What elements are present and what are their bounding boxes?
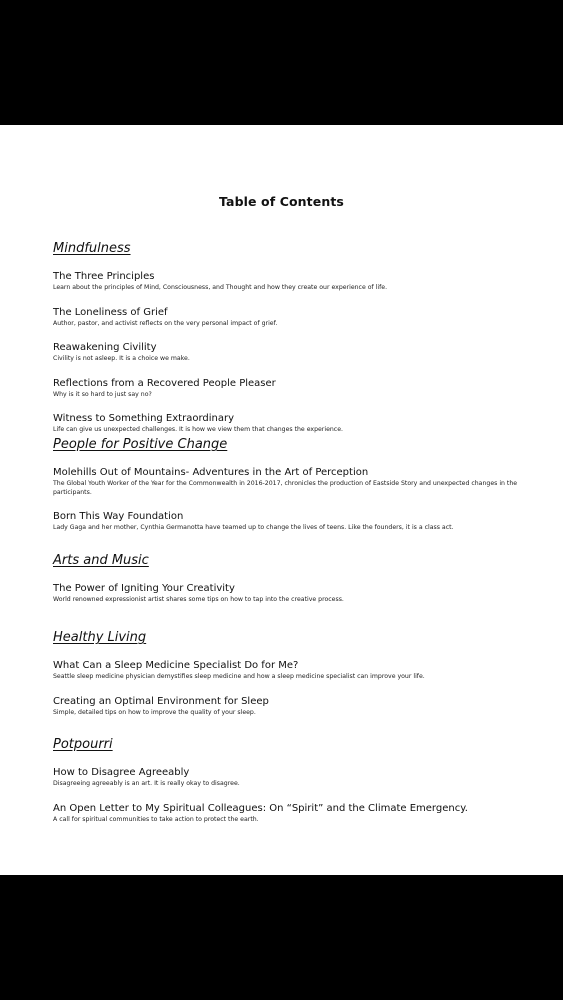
toc-entry <box>53 271 523 293</box>
entry-description: Lady Gaga and her mother, Cynthia Germanotta have teamed up to change the lives of teens. Like the founders, it is a class act. <box>53 524 454 531</box>
entry-title: Born This Way Foundation <box>53 511 184 522</box>
toc-entry <box>53 378 523 400</box>
entry-title: The Loneliness of Grief <box>53 306 168 318</box>
entry-description: Life can give us unexpected challenges. It is how we view them that changes the experience. <box>53 426 343 433</box>
entry-title: What Can a Sleep Medicine Specialist Do for Me? <box>53 660 299 671</box>
entry-description: Disagreeing agreeably is an art. It is really okay to disagree. <box>53 780 240 787</box>
toc-entry <box>53 803 523 825</box>
entry-title: Reawakening Civility <box>53 342 157 353</box>
toc-entry <box>53 660 523 682</box>
toc-entry <box>53 413 523 435</box>
toc-entry <box>53 467 523 497</box>
entry-title: An Open Letter to My Spiritual Colleagues: On “Spirit” and the Climate Emergency. <box>53 802 468 814</box>
toc-entry <box>53 767 523 789</box>
entry-description: Simple, detailed tips on how to improve the quality of your sleep. <box>53 708 256 716</box>
section-heading: Arts and Music <box>53 553 149 568</box>
section-healthy-living <box>53 630 523 731</box>
entry-title: The Power of Igniting Your Creativity <box>53 583 235 594</box>
entry-title: The Three Principles <box>53 271 155 282</box>
toc-entry <box>53 696 523 718</box>
entry-description: Why is it so hard to just say no? <box>53 390 152 398</box>
section-heading: Healthy Living <box>53 630 147 645</box>
document-page <box>0 125 563 875</box>
entry-description: Author, pastor, and activist reflects on the very personal impact of grief. <box>53 319 278 327</box>
section-mindfulness <box>53 241 523 449</box>
toc-entry <box>53 511 523 533</box>
section-potpourri <box>53 737 523 838</box>
section-heading: Potpourri <box>53 737 113 752</box>
entry-description: The Global Youth Worker of the Year for the Commonwealth in 2016-2017, chronicles the production of Eastside Story and unexpected changes in the participants. <box>53 480 518 496</box>
entry-description: Civility is not asleep. It is a choice we make. <box>53 355 190 362</box>
entry-description: A call for spiritual communities to take action to protect the earth. <box>53 815 259 823</box>
entry-title: How to Disagree Agreeably <box>53 767 190 778</box>
toc-entry <box>53 342 523 364</box>
section-heading: Mindfulness <box>53 241 131 256</box>
entry-description: Learn about the principles of Mind, Consciousness, and Thought and how they create our experience of life. <box>53 284 388 291</box>
entry-description: World renowned expressionist artist shares some tips on how to tap into the creative process. <box>53 596 344 603</box>
page-title: Table of Contents <box>219 194 344 209</box>
entry-title: Creating an Optimal Environment for Sleep <box>53 695 269 707</box>
section-arts-and-music <box>53 553 523 619</box>
entry-title: Reflections from a Recovered People Pleaser <box>53 377 276 389</box>
toc-entry <box>53 583 523 605</box>
section-people-for-positive-change <box>53 437 523 547</box>
entry-title: Molehills Out of Mountains- Adventures in the Art of Perception <box>53 467 369 478</box>
entry-description: Seattle sleep medicine physician demystifies sleep medicine and how a sleep medicine specialist can improve your life. <box>53 673 425 680</box>
toc-entry <box>53 307 523 329</box>
entry-title: Witness to Something Extraordinary <box>53 413 235 424</box>
section-heading: People for Positive Change <box>53 437 228 452</box>
